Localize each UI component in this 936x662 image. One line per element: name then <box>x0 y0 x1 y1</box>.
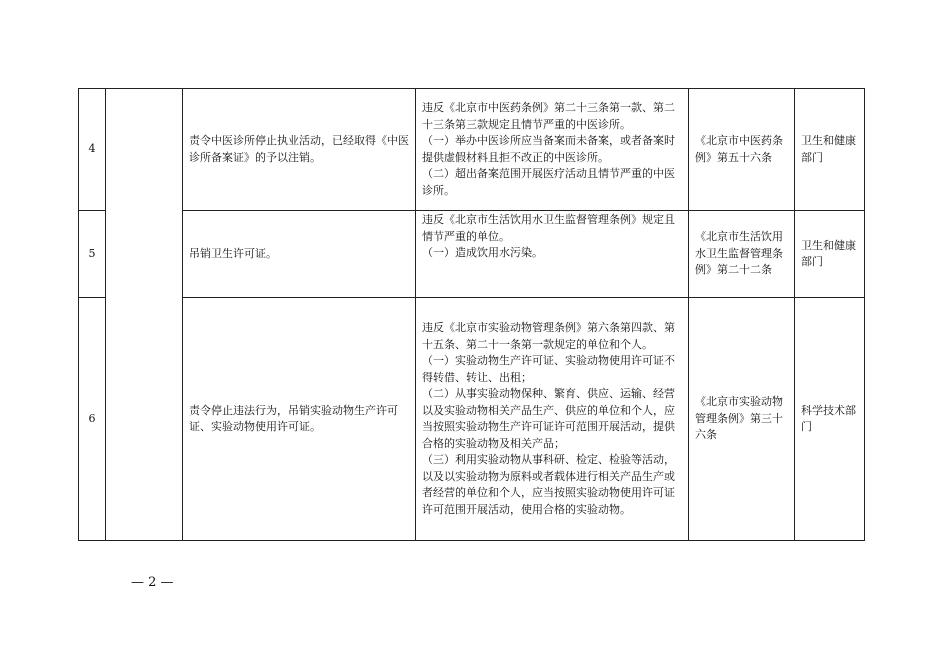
law-cell: 《北京市中医药条例》第五十六条 <box>689 89 795 211</box>
law-cell: 《北京市实验动物管理条例》第三十六条 <box>689 298 795 541</box>
violation-intro: 违反《北京市中医药条例》第二十三条第一款、第二十三条第三款规定且情节严重的中医诊所。 <box>422 101 675 131</box>
law-cell: 《北京市生活饮用水卫生监督管理条例》第二十二条 <box>689 211 795 298</box>
row-number: 4 <box>79 89 106 211</box>
table-row <box>79 298 865 541</box>
page-number: — 2 — <box>131 575 174 590</box>
violation-clause: （二）从事实验动物保种、繁育、供应、运输、经营以及实验动物相关产品生产、供应的单位和个人，应当按照实验动物生产许可证许可范围开展活动，提供合格的实验动物及相关产品； <box>422 387 675 450</box>
department-cell: 科学技术部门 <box>795 298 865 541</box>
violation-intro: 违反《北京市生活饮用水卫生监督管理条例》规定且情节严重的单位。 <box>422 213 675 243</box>
violation-intro: 违反《北京市实验动物管理条例》第六条第四款、第十五条、第二十一条第一款规定的单位和个人。 <box>422 321 675 351</box>
department-cell: 卫生和健康部门 <box>795 89 865 211</box>
merged-category-cell <box>106 89 183 541</box>
violation-clause: （二）超出备案范围开展医疗活动且情节严重的中医诊所。 <box>422 167 675 197</box>
violation-clause: （一）举办中医诊所应当备案而未备案，或者备案时提供虚假材料且拒不改正的中医诊所。 <box>422 134 675 164</box>
violation-clause: （三）利用实验动物从事科研、检定、检验等活动，以及以实验动物为原料或者载体进行相关产品生产或者经营的单位和个人，应当按照实验动物使用许可证许可范围开展活动，使用合格的实验动物。 <box>422 453 675 516</box>
violation-clause: （一）造成饮用水污染。 <box>422 246 543 259</box>
penalty-cell: 责令停止违法行为，吊销实验动物生产许可证、实验动物使用许可证。 <box>183 298 416 541</box>
row-number: 5 <box>79 211 106 298</box>
violation-cell <box>416 211 689 298</box>
row-number: 6 <box>79 298 106 541</box>
violation-cell <box>416 89 689 211</box>
penalty-cell: 责令中医诊所停止执业活动，已经取得《中医诊所备案证》的予以注销。 <box>183 89 416 211</box>
penalty-cell: 吊销卫生许可证。 <box>183 211 416 298</box>
violation-clause: （一）实验动物生产许可证、实验动物使用许可证不得转借、转让、出租； <box>422 354 675 384</box>
violation-cell <box>416 298 689 541</box>
penalty-table <box>78 88 865 541</box>
table-row <box>79 211 865 298</box>
department-cell: 卫生和健康部门 <box>795 211 865 298</box>
table-row <box>79 89 865 211</box>
